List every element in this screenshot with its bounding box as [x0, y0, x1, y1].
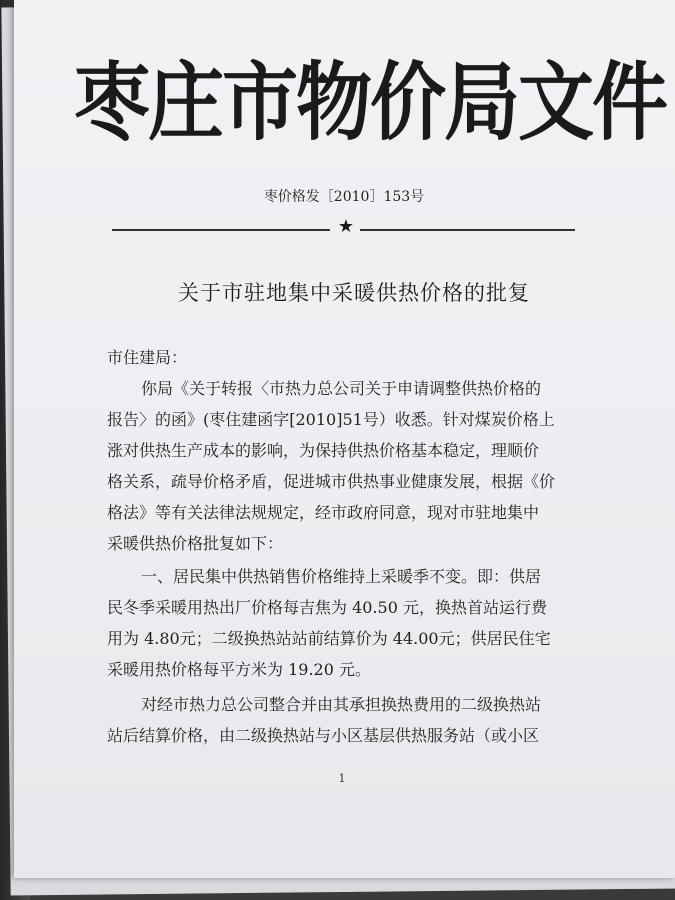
body-line: 一、居民集中供热销售价格维持上采暖季不变。即：供居: [141, 567, 542, 586]
body-line: 报告〉的函》(枣住建函字[2010]51号）收悉。针对煤炭价格上: [107, 410, 555, 429]
separator-line-left: [112, 229, 330, 231]
salutation: 市住建局：: [107, 348, 188, 367]
body-line: 格关系，疏导价格矛盾，促进城市供热事业健康发展，根据《价: [107, 472, 556, 491]
body-line: 站后结算价格，由二级换热站与小区基层供热服务站（或小区: [107, 726, 540, 745]
page-number: 1: [338, 772, 346, 785]
body-line: 对经市热力总公司整合并由其承担换热费用的二级换热站: [141, 695, 542, 714]
body-line: 涨对供热生产成本的影响，为保持供热价格基本稳定，理顺价: [107, 441, 540, 460]
body-line: 你局《关于转报〈市热力总公司关于申请调整供热价格的: [141, 379, 542, 398]
star-icon: ★: [337, 216, 355, 237]
document-header-title: 枣庄市物价局文件: [74, 52, 666, 153]
body-line: 民冬季采暖用热出厂价格每吉焦为 40.50 元，换热首站运行费: [107, 598, 547, 617]
body-line: 用为 4.80元；二级换热站站前结算价为 44.00元；供居民住宅: [107, 629, 551, 648]
body-line: 采暖供热价格批复如下：: [107, 534, 284, 553]
body-line: 采暖用热价格每平方米为 19.20 元。: [107, 660, 371, 679]
separator-line-right: [360, 229, 575, 231]
document-subject: 关于市驻地集中采暖供热价格的批复: [178, 281, 530, 305]
body-line: 格法》等有关法律法规规定，经市政府同意，现对市驻地集中: [107, 503, 540, 522]
document-number: 枣价格发［2010］153号: [263, 189, 425, 205]
document-page: [14, 0, 675, 878]
